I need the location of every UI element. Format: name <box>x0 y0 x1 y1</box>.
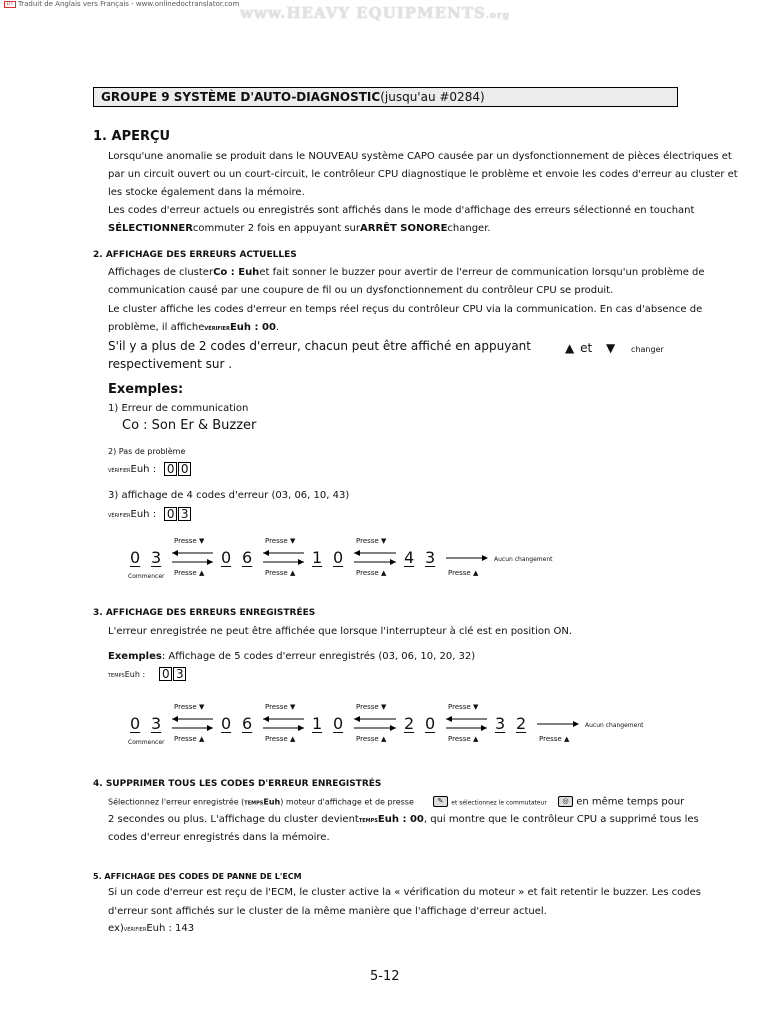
arrow-head <box>482 555 488 561</box>
section-4-title: 4. SUPPRIMER TOUS LES CODES D'ERREUR ENREGISTRÉS <box>93 779 382 789</box>
sequence-digit: 3 <box>425 548 436 567</box>
sequence-digit: 0 <box>130 714 141 733</box>
s2-line-4: problème, il affichevérifierEuh : 00. <box>108 322 280 333</box>
arrow-head <box>207 725 213 731</box>
example-2-display: vérifierEuh : 0 0 <box>108 462 191 476</box>
s2-line-1: Affichages de clusterCo : Euhet fait sonner le buzzer pour avertir de l'erreur de communication lorsqu'un problème de <box>108 267 705 278</box>
sequence-digit: 1 <box>312 714 323 733</box>
sequence-digit: 0 <box>221 548 232 567</box>
translator-banner[interactable]: DT Traduit de Anglais vers Français - www.onlinedoctranslator.com <box>4 0 239 8</box>
example-1-value: Co : Son Er & Buzzer <box>122 418 257 433</box>
press-label: Presse ▲ <box>265 735 296 743</box>
no-change-label: Aucun changement <box>585 722 644 729</box>
press-label: Presse ▲ <box>174 569 205 577</box>
arrow-head <box>446 716 452 722</box>
press-label: Presse ▲ <box>265 569 296 577</box>
s2-line-3: Le cluster affiche les codes d'erreur en temps réel reçus du contrôleur CPU via la communication. En cas d'absence de <box>108 304 703 315</box>
section-5-title: 5. AFFICHAGE DES CODES DE PANNE DE L'ECM <box>93 872 302 881</box>
sequence-digit: 0 <box>425 714 436 733</box>
press-label: Presse ▲ <box>356 735 387 743</box>
sequence-digit: 0 <box>221 714 232 733</box>
section-2-title: 2. AFFICHAGE DES ERREURS ACTUELLES <box>93 250 297 260</box>
s1-line-5: SÉLECTIONNERcommuter 2 fois en appuyant surARRÊT SONOREchanger. <box>108 223 491 234</box>
s4-line-3: codes d'erreur enregistrés dans la mémoire. <box>108 832 330 843</box>
press-label: Presse ▲ <box>539 735 570 743</box>
arrow-head <box>263 550 269 556</box>
example-2: 2) Pas de problème <box>108 447 186 456</box>
header-suffix: (jusqu'au #0284) <box>380 90 485 104</box>
arrow-head <box>172 550 178 556</box>
up-triangle-icon: ▲ <box>565 341 575 355</box>
s5-line-3: ex)vérifierEuh : 143 <box>108 923 195 934</box>
down-triangle-icon: ▼ <box>605 341 616 355</box>
no-change-label: Aucun changement <box>494 556 553 563</box>
page-header <box>93 87 678 107</box>
translator-icon: DT <box>4 1 16 8</box>
example-3-display: vérifierEuh : 0 3 <box>108 507 191 521</box>
s1-line-3: les stocke également dans la mémoire. <box>108 187 305 198</box>
section-1-title: 1. APERÇU <box>93 129 171 144</box>
press-label: Presse ▼ <box>356 537 387 545</box>
s2-line-2: communication causé par une coupure de fil ou un dysfonctionnement du contrôleur CPU se produit. <box>108 285 614 296</box>
s2-arrows: ▲ et ▼ changer <box>565 341 664 355</box>
start-label: Commencer <box>128 573 165 580</box>
s5-line-2: d'erreur sont affichés sur le cluster de la même manière que l'affichage d'erreur actuel. <box>108 906 547 917</box>
s2-line-6: respectivement sur . <box>108 357 233 371</box>
sequence-digit: 0 <box>130 548 141 567</box>
sequence-digit: 0 <box>333 714 344 733</box>
arrow-head <box>354 716 360 722</box>
buzzer-stop-button-icon: ✎ <box>433 796 448 807</box>
s3-line-1: L'erreur enregistrée ne peut être affichée que lorsque l'interrupteur à clé est en position ON. <box>108 626 573 637</box>
press-label: Presse ▼ <box>265 703 296 711</box>
example-1: 1) Erreur de communication <box>108 403 249 414</box>
arrow-head <box>573 721 579 727</box>
arrow-head <box>207 559 213 565</box>
arrow-head <box>390 725 396 731</box>
s4-line-2: 2 secondes ou plus. L'affichage du cluster devienttempsEuh : 00, qui montre que le contrôleur CPU a supprimé tous les <box>108 814 699 825</box>
press-label: Presse ▲ <box>448 569 479 577</box>
press-label: Presse ▲ <box>174 735 205 743</box>
sequence-digit: 0 <box>333 548 344 567</box>
arrow-head <box>263 716 269 722</box>
arrow-head <box>298 559 304 565</box>
sequence-digit: 2 <box>516 714 527 733</box>
arrow-head <box>354 550 360 556</box>
sequence-digit: 6 <box>242 714 253 733</box>
s4-line-1: Sélectionnez l'erreur enregistrée (tempsEuh) moteur d'affichage et de presse ✎ et sélectionnez le commutateur ◎ en même temps pour <box>108 796 685 808</box>
s1-line-1: Lorsqu'une anomalie se produit dans le NOUVEAU système CAPO causée par un dysfonctionnement de pièces électriques et <box>108 151 732 162</box>
press-label: Presse ▲ <box>448 735 479 743</box>
s1-line-4: Les codes d'erreur actuels ou enregistrés sont affichés dans le mode d'affichage des erreurs sélectionné en touchant <box>108 205 695 216</box>
press-label: Presse ▼ <box>448 703 479 711</box>
arrow-head <box>481 725 487 731</box>
s1-line-2: par un circuit ouvert ou un court-circuit, le contrôleur CPU diagnostique le problème et envoie les codes d'erreur au cluster et <box>108 169 738 180</box>
press-label: Presse ▼ <box>356 703 387 711</box>
page-number: 5-12 <box>370 969 400 984</box>
sequence-diagram-1 <box>0 530 768 586</box>
press-label: Presse ▼ <box>265 537 296 545</box>
sequence-digit: 4 <box>404 548 415 567</box>
header-title: GROUPE 9 SYSTÈME D'AUTO-DIAGNOSTIC <box>101 90 381 104</box>
press-label: Presse ▼ <box>174 703 205 711</box>
sequence-digit: 3 <box>151 548 162 567</box>
start-label: Commencer <box>128 739 165 746</box>
select-switch-icon: ◎ <box>558 796 573 807</box>
arrow-head <box>298 725 304 731</box>
sequence-digit: 1 <box>312 548 323 567</box>
section-3-title: 3. AFFICHAGE DES ERREURS ENREGISTRÉES <box>93 608 316 618</box>
examples-title: Exemples: <box>108 382 184 397</box>
example-3: 3) affichage de 4 codes d'erreur (03, 06, 10, 43) <box>108 490 350 501</box>
press-label: Presse ▼ <box>174 537 205 545</box>
sequence-diagram-2 <box>0 696 768 752</box>
watermark: www.HEAVY EQUIPMENTS.org <box>240 4 510 22</box>
s5-line-1: Si un code d'erreur est reçu de l'ECM, le cluster active la « vérification du moteur » et fait retentir le buzzer. Les codes <box>108 887 701 898</box>
press-label: Presse ▲ <box>356 569 387 577</box>
sequence-digit: 2 <box>404 714 415 733</box>
s3-example: Exemples: Affichage de 5 codes d'erreur enregistrés (03, 06, 10, 20, 32) <box>108 651 476 662</box>
sequence-digit: 3 <box>151 714 162 733</box>
arrow-head <box>172 716 178 722</box>
arrow-head <box>390 559 396 565</box>
s3-display: tempsEuh : 0 3 <box>108 667 186 681</box>
s2-line-5: S'il y a plus de 2 codes d'erreur, chacun peut être affiché en appuyant <box>108 339 531 353</box>
sequence-digit: 3 <box>495 714 506 733</box>
sequence-digit: 6 <box>242 548 253 567</box>
